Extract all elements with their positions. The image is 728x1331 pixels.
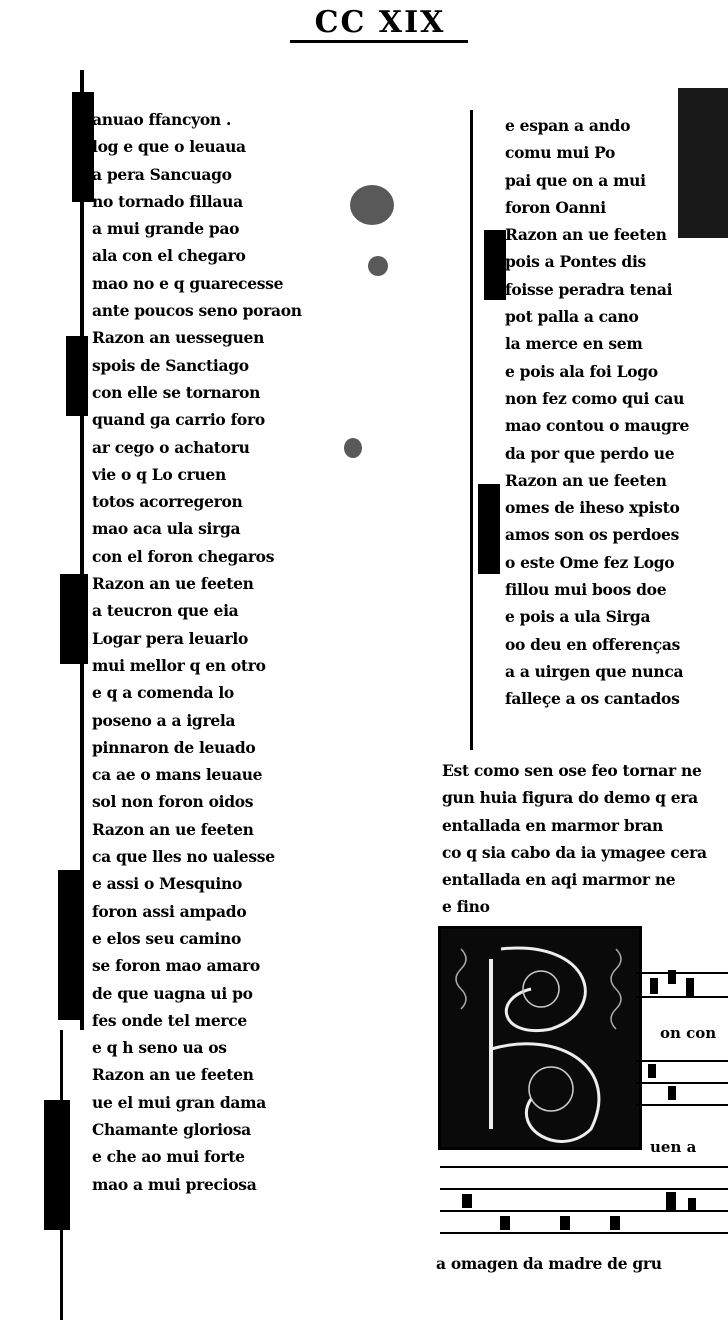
verse-line: e che ao mui forte xyxy=(92,1147,245,1167)
music-staff-line xyxy=(636,972,728,974)
music-lyric-line: a omagen da madre de gru xyxy=(436,1254,662,1273)
music-staff-line xyxy=(636,1104,728,1106)
verse-line: e pois ala foi Logo xyxy=(505,361,658,381)
initial-letter-right-1 xyxy=(484,230,506,300)
verse-line: o este Ome fez Logo xyxy=(505,552,675,572)
music-staff-line xyxy=(636,1082,728,1084)
verse-line: e assi o Mesquino xyxy=(92,874,243,894)
verse-line: foisse peradra tenai xyxy=(505,279,673,299)
initial-letter-left-5 xyxy=(44,1100,70,1230)
verse-line: Chamante gloriosa xyxy=(92,1119,251,1139)
verse-line: da por que perdo ue xyxy=(505,443,675,463)
music-staff-line xyxy=(440,1210,728,1212)
ink-spot xyxy=(344,438,362,458)
verse-line: foron assi ampado xyxy=(92,901,247,921)
initial-letter-right-2 xyxy=(478,484,500,574)
verse-line: pois a Pontes dis xyxy=(505,252,646,272)
rubric-line: entallada en marmor bran xyxy=(442,815,663,835)
verse-line: oo deu en offerenças xyxy=(505,634,681,654)
folio-number: CC XIX xyxy=(314,5,446,40)
verse-line: Razon an ue feeten xyxy=(92,574,254,594)
verse-line: Razon an ue feeten xyxy=(92,1065,254,1085)
verse-line: ca ae o mans leuaue xyxy=(92,765,263,785)
verse-line: amos son os perdoes xyxy=(505,525,680,545)
verse-line: pot palla a cano xyxy=(505,307,639,327)
music-note xyxy=(686,978,694,996)
music-staff-line xyxy=(440,1166,728,1168)
music-note xyxy=(688,1198,696,1212)
initial-letter-left-1 xyxy=(72,92,94,202)
rubric-line: co q sia cabo da ia ymagee cera xyxy=(442,842,707,862)
verse-line: totos acorregeron xyxy=(92,492,243,512)
verse-line: ala con el chegaro xyxy=(92,246,246,266)
verse-line: spois de Sanctiago xyxy=(92,355,249,375)
verse-line: fillou mui boos doe xyxy=(505,580,667,600)
rubric-line: entallada en aqi marmor ne xyxy=(442,870,676,890)
initial-letter-left-2 xyxy=(66,336,88,416)
verse-line: mui mellor q en otro xyxy=(92,655,266,675)
music-note xyxy=(500,1216,510,1230)
verse-line: Logar pera leuarlo xyxy=(92,628,249,648)
rubric-line: e fino xyxy=(442,897,490,917)
ink-spot xyxy=(350,185,394,225)
verse-line: a pera Sancuago xyxy=(92,164,232,184)
illuminated-initial xyxy=(438,926,642,1150)
verse-line: ar cego o achatoru xyxy=(92,437,250,457)
initial-letter-left-4 xyxy=(58,870,82,1020)
verse-line: mao aca ula sirga xyxy=(92,519,241,539)
verse-line: mao no e q guarecesse xyxy=(92,273,284,293)
ink-spot xyxy=(368,256,388,276)
illuminated-initial-drawing xyxy=(441,929,639,1147)
music-staff-line xyxy=(636,1060,728,1062)
music-syllables: uen a xyxy=(650,1138,697,1156)
verse-line: mao a mui preciosa xyxy=(92,1174,257,1194)
folio-rule xyxy=(290,40,468,43)
music-note xyxy=(650,978,658,994)
music-note xyxy=(648,1064,656,1078)
verse-line: a mui grande pao xyxy=(92,219,240,239)
right-text-column xyxy=(505,112,725,713)
verse-line: con el foron chegaros xyxy=(92,546,275,566)
music-note xyxy=(560,1216,570,1230)
verse-line: ca que lles no ualesse xyxy=(92,847,275,867)
music-note xyxy=(462,1194,472,1208)
verse-line: a a uirgen que nunca xyxy=(505,661,684,681)
verse-line: falleçe a os cantados xyxy=(505,689,680,709)
rubric-block xyxy=(442,757,717,921)
verse-line: anuao ffancyon . xyxy=(92,110,232,129)
verse-line: pinnaron de leuado xyxy=(92,737,256,757)
verse-line: log e que o leuaua xyxy=(92,137,246,157)
verse-line: sol non foron oidos xyxy=(92,792,254,812)
verse-line: Razon an ue feeten xyxy=(505,470,667,490)
music-note xyxy=(666,1192,676,1210)
verse-line: quand ga carrio foro xyxy=(92,410,265,430)
rubric-line: Est como sen ose feo tornar ne xyxy=(442,761,702,780)
verse-line: se foron mao amaro xyxy=(92,956,260,976)
music-note xyxy=(610,1216,620,1230)
verse-line: Razon an ue feeten xyxy=(505,225,667,245)
left-text-column xyxy=(92,106,322,1198)
music-staff-line xyxy=(636,996,728,998)
verse-line: ante poucos seno poraon xyxy=(92,301,302,321)
verse-line: mao contou o maugre xyxy=(505,416,690,436)
music-text-line xyxy=(436,1250,726,1277)
verse-line: comu mui Po xyxy=(505,143,616,163)
verse-line: fes onde tel merce xyxy=(92,1010,247,1030)
music-note xyxy=(668,1086,676,1100)
verse-line: e elos seu camino xyxy=(92,928,241,948)
rubric-line: gun huia figura do demo q era xyxy=(442,788,698,808)
verse-line: vie o q Lo cruen xyxy=(92,464,226,484)
verse-line: non fez como qui cau xyxy=(505,388,685,408)
verse-line: con elle se tornaron xyxy=(92,382,261,402)
verse-line: de que uagna ui po xyxy=(92,983,253,1003)
verse-line: Razon an ue feeten xyxy=(92,819,254,839)
verse-line: no tornado fillaua xyxy=(92,191,243,211)
right-margin-flourish xyxy=(470,110,473,750)
music-note xyxy=(668,970,676,984)
left-margin-vine xyxy=(60,1030,63,1320)
verse-line: Razon an uesseguen xyxy=(92,328,265,348)
verse-line: poseno a a igrela xyxy=(92,710,236,730)
verse-line: e espan a ando xyxy=(505,116,631,135)
verse-line: ue el mui gran dama xyxy=(92,1092,266,1112)
music-staff-line xyxy=(440,1188,728,1190)
verse-line: pai que on a mui xyxy=(505,170,646,190)
verse-line: e q h seno ua os xyxy=(92,1038,227,1058)
verse-line: la merce en sem xyxy=(505,334,643,354)
initial-letter-left-3 xyxy=(60,574,88,664)
verse-line: foron Oanni xyxy=(505,197,606,217)
verse-line: e pois a ula Sirga xyxy=(505,607,651,627)
verse-line: e q a comenda lo xyxy=(92,683,234,703)
music-syllables: on con xyxy=(660,1024,717,1042)
verse-line: a teucron que eia xyxy=(92,601,239,621)
music-staff-line xyxy=(440,1232,728,1234)
verse-line: omes de iheso xpisto xyxy=(505,498,680,518)
